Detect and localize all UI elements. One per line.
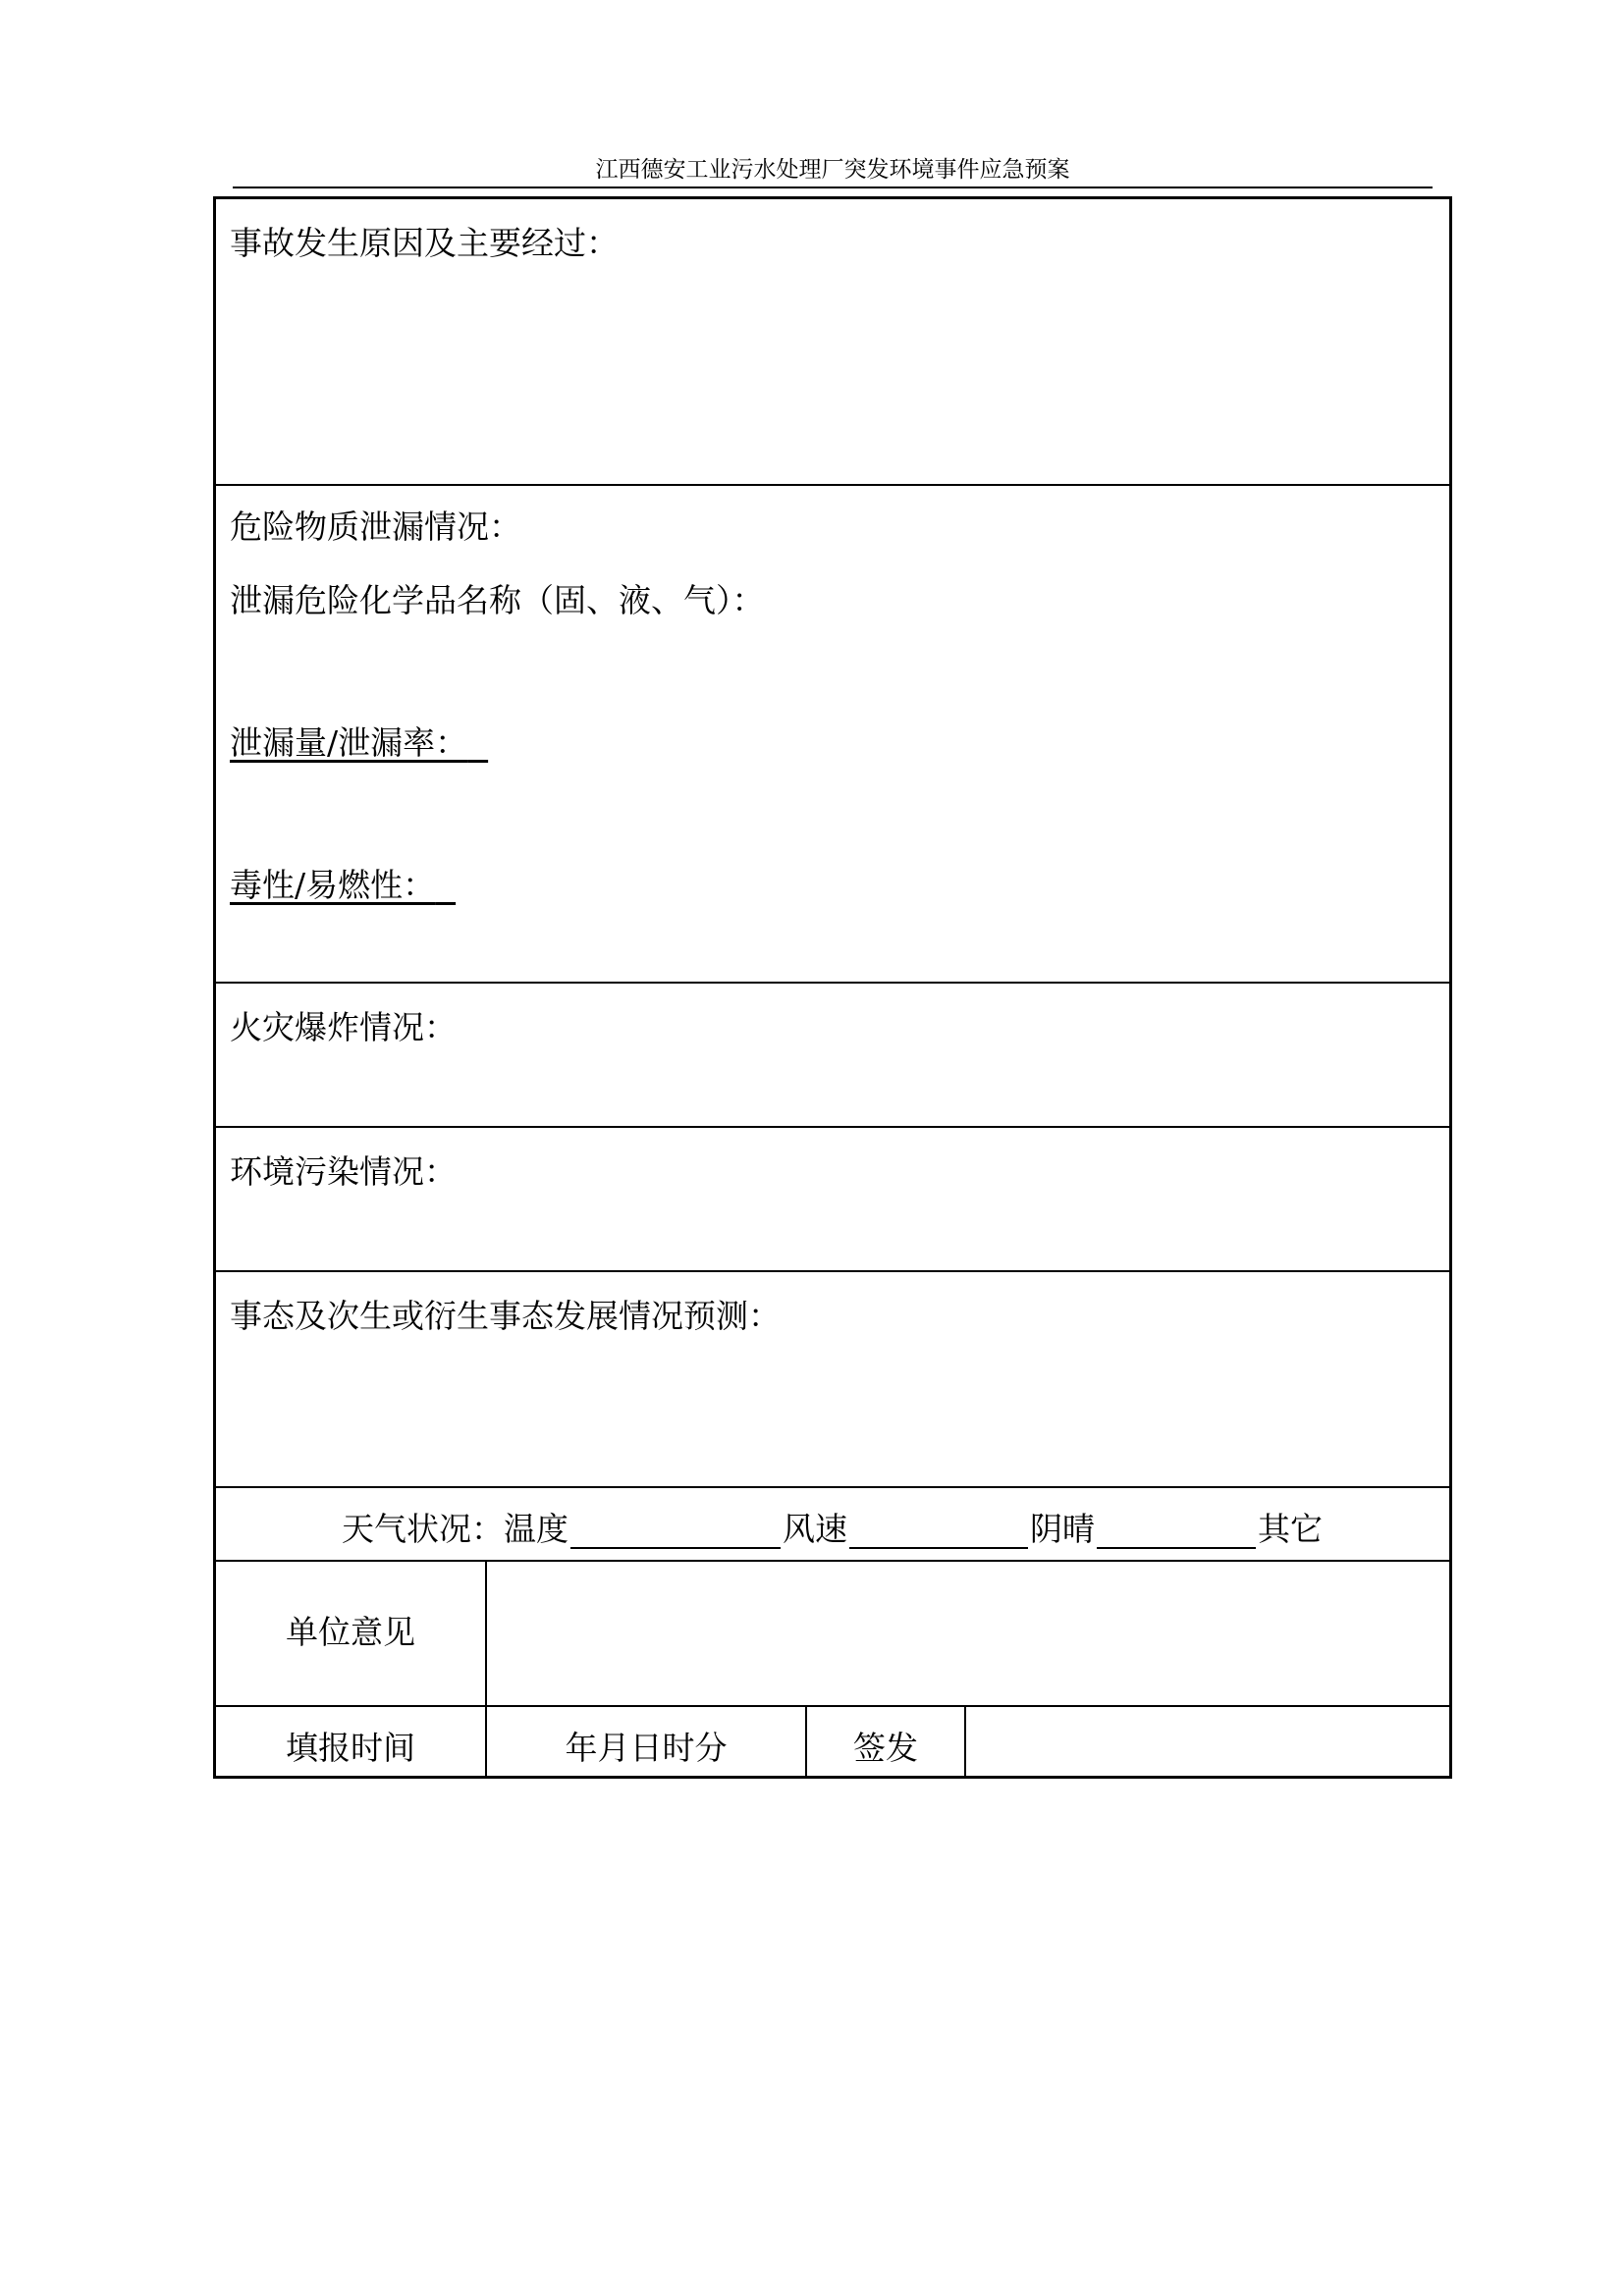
opinion-label-cell (216, 1562, 487, 1705)
opinion-label: 单位意见 (286, 1613, 415, 1651)
fire-section[interactable] (216, 984, 1449, 1128)
forecast-section[interactable] (216, 1272, 1449, 1488)
sky-blank[interactable] (1097, 1514, 1256, 1549)
opinion-section (216, 1562, 1449, 1707)
sign-label: 签发 (853, 1729, 918, 1767)
pollution-label: 环境污染情况： (230, 1152, 457, 1191)
time-label: 填报时间 (286, 1729, 415, 1767)
weather-label: 天气状况： (342, 1510, 504, 1548)
chemical-name-label: 泄漏危险化学品名称（固、液、气）： (230, 581, 765, 619)
opinion-field[interactable] (487, 1562, 1449, 1705)
leak-amount-label (230, 723, 488, 763)
time-value-cell[interactable] (487, 1707, 807, 1776)
temperature-label: 温度 (504, 1510, 568, 1548)
leak-label: 危险物质泄漏情况： (230, 507, 521, 546)
wind-label: 风速 (783, 1510, 847, 1548)
weather-section (216, 1488, 1449, 1562)
leak-section[interactable] (216, 486, 1449, 984)
pollution-section[interactable] (216, 1128, 1449, 1272)
document-title: 江西德安工业污水处理厂突发环境事件应急预案 (595, 157, 1070, 183)
incident-report-form (213, 196, 1452, 1779)
page-header (233, 153, 1433, 188)
forecast-label: 事态及次生或衍生事态发展情况预测： (230, 1297, 781, 1335)
toxicity-text: 毒性/易燃性： (230, 866, 436, 904)
cause-section[interactable] (216, 199, 1449, 486)
sky-label: 阴晴 (1030, 1510, 1095, 1548)
time-value: 年月日时分 (565, 1729, 728, 1767)
toxicity-label (230, 866, 456, 905)
sign-field[interactable] (966, 1707, 1449, 1776)
temperature-blank[interactable] (570, 1514, 781, 1549)
footer-section (216, 1707, 1449, 1776)
fire-label: 火灾爆炸情况： (230, 1008, 457, 1046)
cause-label: 事故发生原因及主要经过： (230, 224, 619, 262)
leak-amount-text: 泄漏量/泄漏率： (230, 723, 468, 762)
wind-blank[interactable] (849, 1514, 1028, 1549)
other-label: 其它 (1258, 1510, 1323, 1548)
sign-label-cell (807, 1707, 966, 1776)
time-label-cell (216, 1707, 487, 1776)
weather-line (342, 1510, 1323, 1549)
